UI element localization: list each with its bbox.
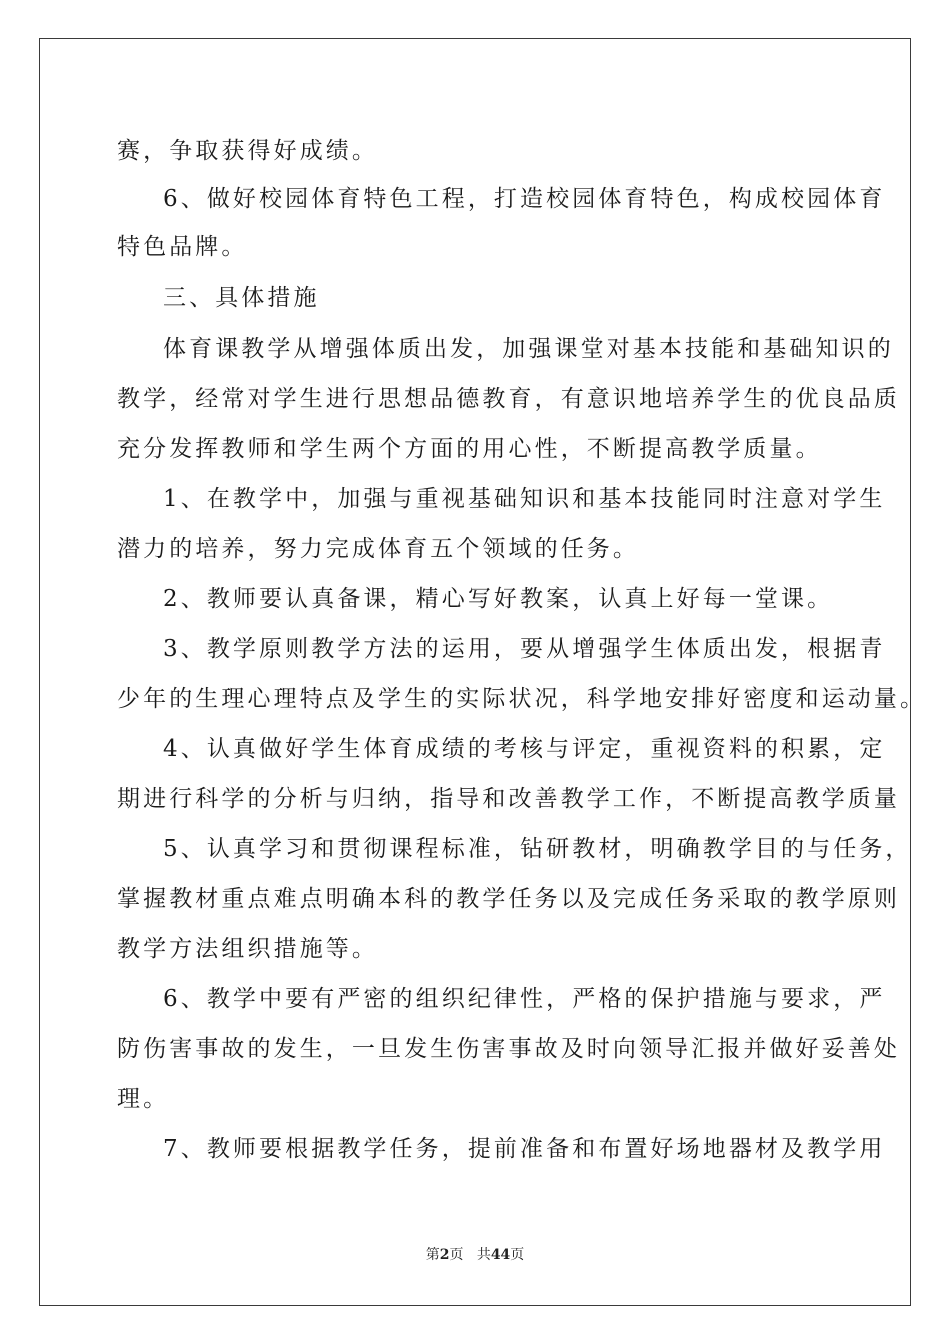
page-border bbox=[39, 38, 911, 1306]
page-number: 2 bbox=[439, 1247, 450, 1263]
text-line: 充分发挥教师和学生两个方面的用心性，不断提高教学质量。 bbox=[117, 436, 822, 462]
text-line: 潜力的培养，努力完成体育五个领域的任务。 bbox=[117, 536, 639, 562]
text-line: 教学方法组织措施等。 bbox=[117, 936, 378, 962]
text-line: 少年的生理心理特点及学生的实际状况，科学地安排好密度和运动量。 bbox=[117, 686, 927, 712]
section-heading: 三、具体措施 bbox=[163, 285, 320, 311]
text-line: 2、教师要认真备课，精心写好教案，认真上好每一堂课。 bbox=[163, 586, 834, 612]
text-line: 体育课教学从增强体质出发，加强课堂对基本技能和基础知识的 bbox=[163, 336, 894, 362]
page-footer bbox=[0, 1246, 950, 1264]
text-line: 特色品牌。 bbox=[117, 234, 248, 260]
text-line: 理。 bbox=[117, 1086, 170, 1112]
text-line: 6、做好校园体育特色工程，打造校园体育特色，构成校园体育 bbox=[163, 186, 886, 212]
text-line: 期进行科学的分析与归纳，指导和改善教学工作，不断提高教学质量 bbox=[117, 786, 900, 812]
text-line: 防伤害事故的发生，一旦发生伤害事故及时向领导汇报并做好妥善处 bbox=[117, 1036, 900, 1062]
text-line: 教学，经常对学生进行思想品德教育，有意识地培养学生的优良品质 bbox=[117, 386, 900, 412]
page-suffix: 页 bbox=[449, 1247, 464, 1263]
text-line: 3、教学原则教学方法的运用，要从增强学生体质出发，根据青 bbox=[163, 636, 886, 662]
total-pages: 44 bbox=[490, 1247, 511, 1263]
text-line: 7、教师要根据教学任务，提前准备和布置好场地器材及教学用 bbox=[163, 1136, 886, 1162]
total-suffix: 页 bbox=[510, 1247, 525, 1263]
total-prefix: 共 bbox=[476, 1247, 491, 1263]
page-prefix: 第 bbox=[425, 1247, 440, 1263]
text-line: 赛，争取获得好成绩。 bbox=[117, 138, 378, 164]
text-line: 4、认真做好学生体育成绩的考核与评定，重视资料的积累，定 bbox=[163, 736, 886, 762]
text-line: 6、教学中要有严密的组织纪律性，严格的保护措施与要求，严 bbox=[163, 986, 886, 1012]
text-line: 5、认真学习和贯彻课程标准，钻研教材，明确教学目的与任务， bbox=[163, 836, 912, 862]
text-line: 掌握教材重点难点明确本科的教学任务以及完成任务采取的教学原则 bbox=[117, 886, 900, 912]
text-line: 1、在教学中，加强与重视基础知识和基本技能同时注意对学生 bbox=[163, 486, 886, 512]
